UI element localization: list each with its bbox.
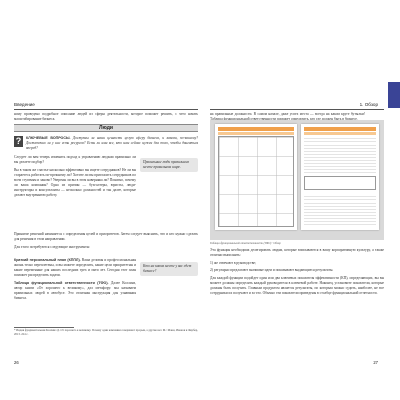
key-questions-label: КЛЮЧЕВЫЕ ВОПРОСЫ. xyxy=(26,136,71,140)
key-questions-block xyxy=(26,136,198,154)
running-head-right: 1. Обзор xyxy=(359,102,378,107)
running-head-left: Введение xyxy=(14,102,35,107)
callout-text-2: Кто на каком месте у вас едет бизнесе? xyxy=(143,264,192,274)
paragraph-3: Принятие решений начинается с определения целей и приоритетов. Затем следует выяснить, что и кто нужно сделать для решения в этом направлении. xyxy=(14,232,198,242)
right-column-bottom xyxy=(210,248,384,298)
form-document-text xyxy=(301,124,379,230)
paragraph-4: Для этого потребуются следующие инструменты: xyxy=(14,244,91,249)
kppl-text: Ваша деловая и профессиональная жизнь тесно переплетены, и вы можете определить, какие цели приоритетны и какие переменные для наших последних трех и пяти лет. Сегодня этот план поможет распределить задачи. xyxy=(14,258,136,278)
paragraph-2: Вы в таком же счастье насколько эффективно вы ищете сотрудников? Не ли вы стараетесь работать по-прежнему ли? Хотите ли вы пригласить сотрудников по всем ступеням и заново? Уверены ли вы в этом наверняка ли? Понятно, почему ли ваша компания? Одна из причин — бухгалтеры, юристы, люди-инструкторы и консультанты — несколько должностей и так далее, которые делают внутреннюю работу. xyxy=(14,167,136,198)
key-questions-text: Доступны ли наши ценности целую сферу бизнеса, и какова, по-вашему? Достаточно ли у нас есть ресурсов? Есть ли ими все, кто нам сейчас нужен для того, чтобы двигаться вперед? xyxy=(26,136,198,151)
callout-bubble-2 xyxy=(140,262,198,276)
left-intro xyxy=(14,112,198,125)
paragraph-1: Следует ли вам теперь изменить подход к управлению людьми правильно ли вы делаете подбор? xyxy=(14,155,136,165)
header-rule-right xyxy=(210,109,384,110)
section-heading xyxy=(14,124,198,132)
callout-bubble-1 xyxy=(140,158,198,172)
right-paragraph-1: на правильные должности. В самом начале, даже успех места — всегда на каком круге бутылки! xyxy=(210,112,365,116)
list-item-1: 1) же отвечают в руководстве; xyxy=(210,260,256,265)
header-rule-left xyxy=(14,109,198,110)
figure-tfo-forms xyxy=(210,120,384,240)
form-document-grid xyxy=(215,124,297,230)
footnote: * Индия фундментальная Коллинз Д. От хорошего к великому. Почему одни компании совершают прорыв, а другие нет. М.: Манн, Иванов и Фербер, 2013. 224 с. xyxy=(14,328,198,336)
figure-caption: Таблица функциональной ответственности (ТФО) · Обзор xyxy=(210,242,281,245)
chapter-tab xyxy=(388,82,400,108)
kppl-label: Краткий персональный план (КППЛ). xyxy=(14,258,81,262)
left-column-bottom xyxy=(14,258,136,304)
tfo-label: Таблица функциональной ответственности (ТФО). xyxy=(14,280,109,285)
page-number-left: 26 xyxy=(14,360,19,365)
intro-paragraph: ному проведено подробное описание людей из сферы деятельности, которое поможет решить, с чего начать масштабирование бизнеса. xyxy=(14,112,198,122)
left-column-top xyxy=(14,155,136,201)
right-paragraph-3: Для каждой функции подойдет один или два ключевых показателя эффективности (КП), определяющих, вы вы можете должны определять каждый руководителя в ключевой работе. Наконец, установите показатели, которые должны быть получать. Главным продуктом является результаты, по которым можно судить, наиболее, не все сотрудники их получают и за что. Обычно эти показатели приведены в столбце функциональной отчетности. xyxy=(210,275,384,295)
question-mark-icon: ? xyxy=(15,136,22,146)
left-column-middle xyxy=(14,232,198,252)
list-item-2: 2) регулярно предлагают значимые идеи и показывают выдающиеся результаты. xyxy=(210,268,334,273)
callout-text-1: Правильные люди правильном месте правильном шаре. xyxy=(143,160,189,170)
tfo-text: Далее Коллинз, автор книги «От хорошего к великому», дал метафору: мы называем правильных людей в автобусе. Это отличная инструкция для узнавания бизнеса. xyxy=(14,280,136,301)
page-number-right: 27 xyxy=(373,360,378,365)
right-paragraph-2: Эта функция необходима делегировать людям, которые вписываются в вашу корпоративную культуру, а также отлично выполнять: xyxy=(210,248,384,258)
section-title: Люди xyxy=(99,125,113,131)
